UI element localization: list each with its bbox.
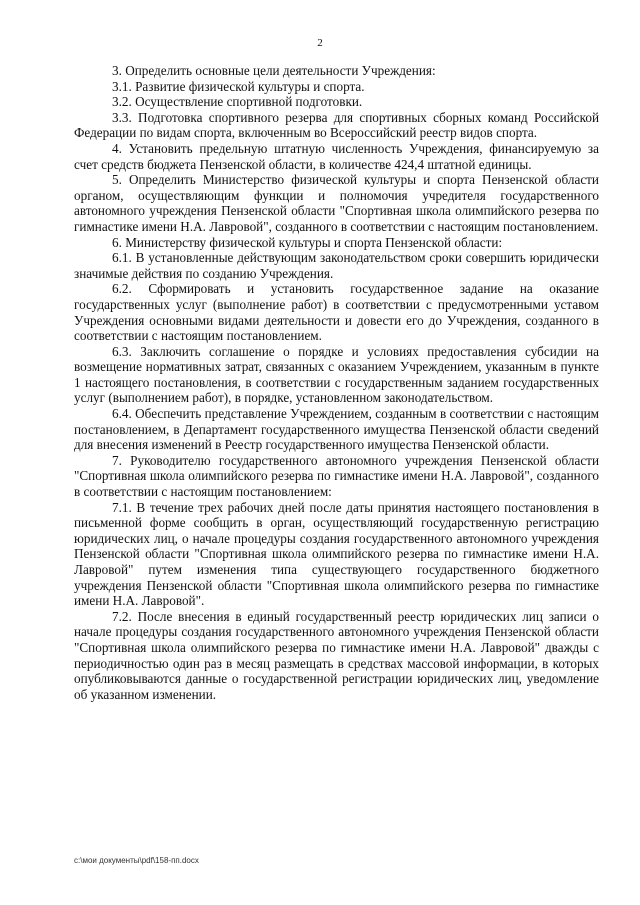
paragraph-6-1: 6.1. В установленные действующим законодательством сроки совершить юридически значимые действия по созданию Учреждения. — [74, 250, 599, 281]
paragraph-5: 5. Определить Министерство физической культуры и спорта Пензенской области органом, осуществляющим функции и полномочия учредителя государственного автономного учреждения Пензенской области "Спортивная школа олимпийского резерва по гимнастике имени Н.А. Лавровой", созданного в соответствии с настоящим постановлением. — [74, 172, 599, 234]
paragraph-3-3: 3.3. Подготовка спортивного резерва для спортивных сборных команд Российской Федерации по видам спорта, включенным во Всероссийский реестр видов спорта. — [74, 109, 599, 141]
page-number: 2 — [317, 37, 323, 49]
paragraph-3: 3. Определить основные цели деятельности Учреждения: — [112, 63, 436, 78]
paragraph-6-4: 6.4. Обеспечить представление Учреждением, созданным в соответствии с настоящим постановлением, в Департамент государственного имущества Пензенской области сведений для внесения изменений в Реестр государственного имущества Пензенской области. — [74, 406, 599, 453]
paragraph-3-1: 3.1. Развитие физической культуры и спорта. — [112, 78, 365, 94]
paragraph-7-2: 7.2. После внесения в единый государственный реестр юридических лиц записи о начале процедуры создания государственного автономного учреждения Пензенской области "Спортивная школа олимпийского резерва по гимнастике имени Н.А. Лавровой" дважды с периодичностью один раз в месяц размещать в средствах массовой информации, в которых опубликовываются данные о государственной регистрации юридических лиц, уведомление об указанном изменении. — [74, 608, 599, 702]
paragraph-4: 4. Установить предельную штатную численность Учреждения, финансируемую за счет средств бюджета Пензенской области, в количестве 424,4 штатной единицы. — [74, 140, 599, 172]
document-body — [74, 63, 599, 702]
footer-file-path: c:\мои документы\pdf\158-пп.docx — [74, 856, 199, 865]
paragraph-6-3: 6.3. Заключить соглашение о порядке и условиях предоставления субсидии на возмещение нормативных затрат, связанных с оказанием Учреждением, указанным в пункте 1 настоящего постановления, в соответствии с государственным заданием государственных услуг (выполнением работ), в порядке, установленном законодательством. — [74, 343, 599, 406]
paragraph-7: 7. Руководителю государственного автономного учреждения Пензенской области "Спортивная школа олимпийского резерва по гимнастике имени Н.А. Лавровой", созданного в соответствии с настоящим постановлением: — [74, 452, 599, 500]
paragraph-6-2: 6.2. Сформировать и установить государственное задание на оказание государственных услуг (выполнение работ) в соответствии с предусмотренными уставом Учреждения основными видами деятельности и довести его до Учреждения, созданного в соответствии с настоящим постановлением. — [74, 281, 599, 344]
paragraph-6: 6. Министерству физической культуры и спорта Пензенской области: — [112, 234, 503, 250]
paragraph-3-2: 3.2. Осуществление спортивной подготовки. — [112, 94, 363, 110]
paragraph-7-1: 7.1. В течение трех рабочих дней после даты принятия настоящего постановления в письменной форме сообщить в орган, осуществляющий государственную регистрацию юридических лиц, о начале процедуры создания государственного автономного учреждения Пензенской области "Спортивная школа олимпийского резерва по гимнастике имени Н.А. Лавровой" путем изменения типа существующего государственного бюджетного учреждения Пензенской области "Спортивная школа олимпийского резерва по гимнастике имени Н.А. Лавровой". — [74, 499, 599, 609]
